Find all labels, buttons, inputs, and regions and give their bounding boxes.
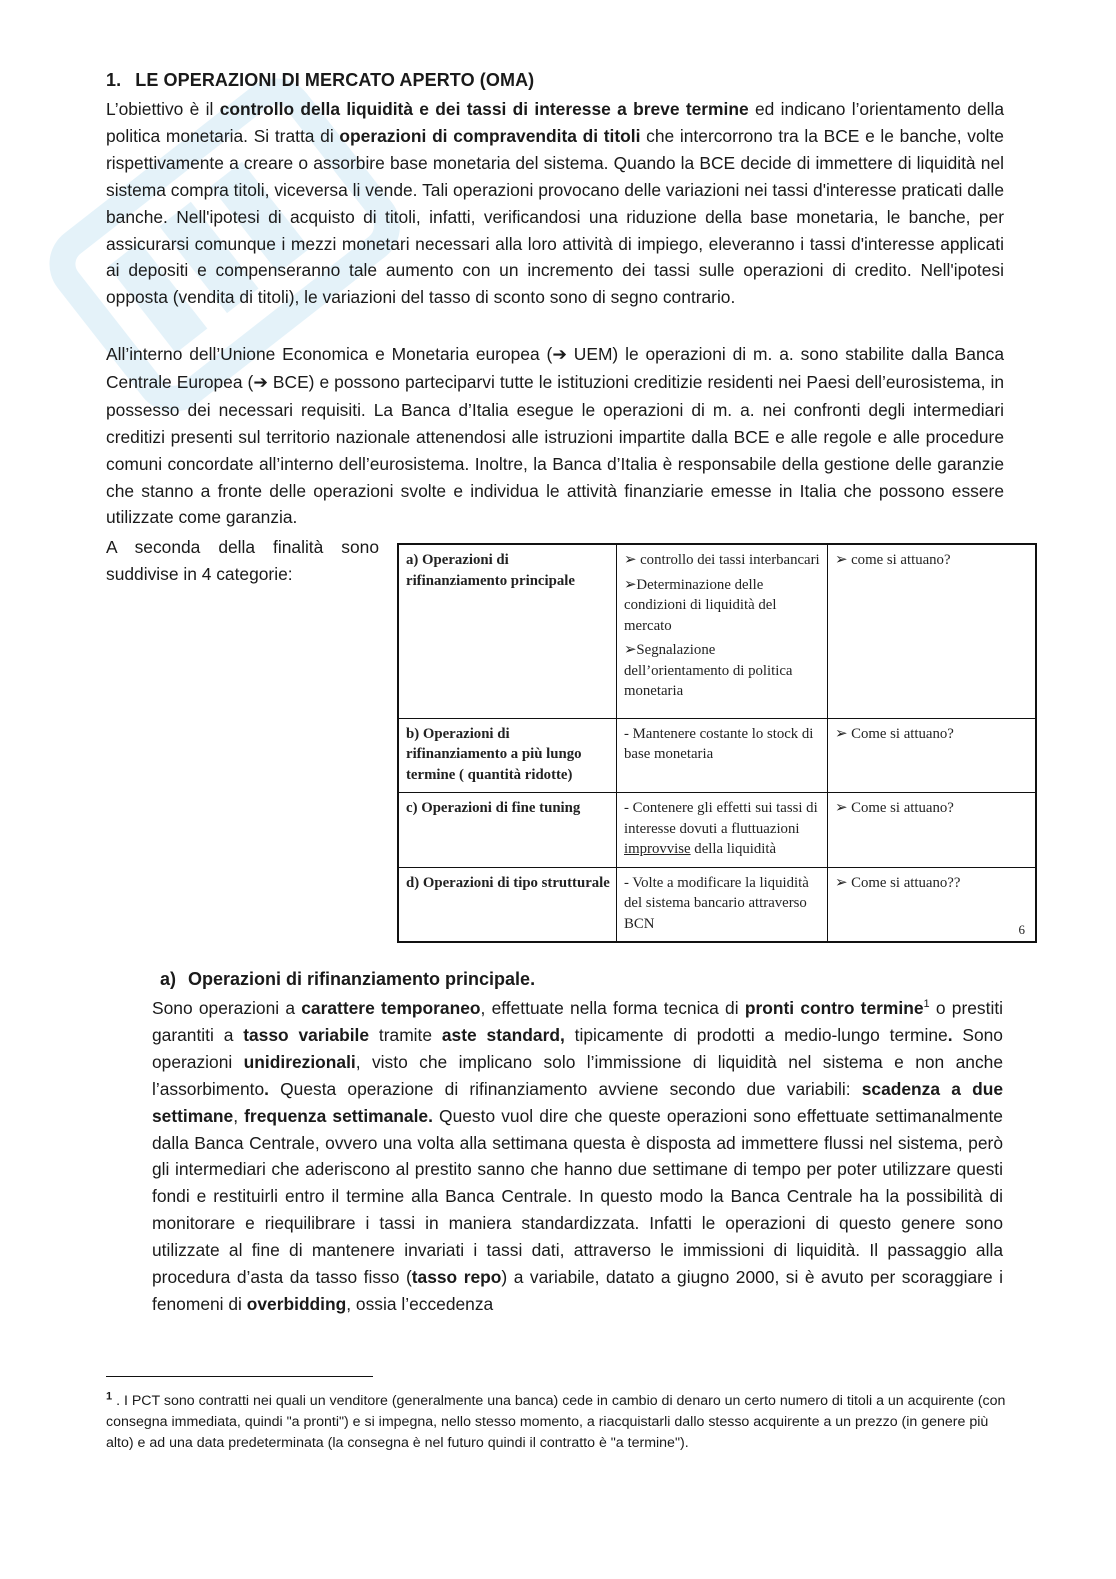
- subsection-label: a): [160, 969, 177, 989]
- paragraph-main-refinancing: Sono operazioni a carattere temporaneo, effettuate nella forma tecnica di pronti contro termine$^1$ o prestiti garantiti a tasso variabile tramite aste standard, tipicamente di prodotti a medio-lungo termine. Sono operazioni unidirezionali, visto che implicano solo l’immissione di liquidità nel sistema e non anche l’assorbimento. Questa operazione di rifinanziamento avviene secondo due variabili: scadenza a due settimane, frequenza settimanale. Questo vuol dire che queste operazioni sono effettuate settimanalmente dalla Banca Centrale, ovvero una volta alla settimana questa è disposta ad immettere flussi nel sistema, però gli intermediari che aderiscono al prestito sanno che hanno due settimane di tempo per poter utilizzare questi fondi e restituirli entro il termine alla Banca Centrale. In questo modo la Banca Centrale ha la possibilità di monitorare e riequilibrare i tassi in maniera standardizzata. Infatti le operazioni di questo genere sono utilizzate al fine di mantenere invariati i tassi dati, attraverso le immissioni di liquidità. Il passaggio alla procedura d’asta da tasso fisso (tasso repo) a variabile, datato a giugno 2000, si è avuto per scoraggiare i fenomeni di overbidding, ossia l’eccedenza: [152, 998, 1004, 1314]
- subsection-heading: [160, 969, 535, 990]
- table-row: [398, 793, 1036, 867]
- section-number: 1.: [106, 70, 122, 90]
- table-cell-question: ➢ Come si attuano?? 6: [828, 867, 1037, 942]
- table-cell-question: ➢ Come si attuano?: [828, 793, 1037, 867]
- paragraph-categories-intro: A seconda della finalità sono suddivise in 4 categorie:: [106, 537, 379, 584]
- section-title: LE OPERAZIONI DI MERCATO APERTO (OMA): [135, 70, 535, 90]
- slide-page-number: 6: [1018, 921, 1025, 937]
- subsection-title: Operazioni di rifinanziamento principale.: [188, 969, 536, 989]
- footnote-separator: [106, 1376, 373, 1377]
- table-cell-question: ➢ come si attuano?: [828, 544, 1037, 718]
- arrow-icon: ➔: [552, 345, 567, 365]
- footnote-text: . I PCT sono contratti nei quali un venditore (generalmente una banca) cede in cambio di denaro un certo numero di titoli a un acquirente (con consegna immediata, quindi "a pronti") e si impegna, nello stesso momento, a riacquistarli dallo stesso acquirente a un prezzo (in genere più alto) e ad una data predeterminata (la consegna è nel futuro quindi il contratto è "a termine").: [106, 1393, 1006, 1451]
- footnote-number: 1: [106, 1390, 113, 1403]
- footnote: [106, 1391, 1006, 1454]
- section-heading: [106, 70, 534, 91]
- paragraph-uem: All’interno dell’Unione Economica e Monetaria europea (➔ UEM) le operazioni di m. a. sono stabilite dalla Banca Centrale Europea (➔ BCE) e possono parteciparvi tutte le istituzioni creditizie residenti nei Paesi dell’eurosistema, in possesso dei necessari requisiti. La Banca d’Italia esegue le operazioni di m. a. nei confronti degli intermediari creditizi presenti sul territorio nazionale attenendosi alle istruzioni impartite dalla BCE e alle regole e alle procedure comuni concordate all’interno dell’eurosistema. Inoltre, la Banca d’Italia è responsabile della gestione delle garanzie che stanno a fronte delle operazioni svolte e individua le attività finanziarie emesse in Italia che possono essere utilizzate come garanzia.: [106, 344, 1004, 528]
- table-cell-name: b) Operazioni di rifinanziamento a più lungo termine ( quantità ridotte): [398, 718, 617, 792]
- table-row: [398, 718, 1036, 792]
- footnote-reference[interactable]: 1: [923, 998, 930, 1011]
- table-cell-aims: ➢ controllo dei tassi interbancari ➢Determinazione delle condizioni di liquidità del mercato ➢Segnalazione dell’orientamento di politica monetaria: [617, 544, 828, 718]
- table-cell-question: ➢ Come si attuano?: [828, 718, 1037, 792]
- table-cell-aims: - Volte a modificare la liquidità del sistema bancario attraverso BCN: [617, 867, 828, 942]
- paragraph-objective: L’obiettivo è il controllo della liquidità e dei tassi di interesse a breve termine ed indicano l’orientamento della politica monetaria. Si tratta di operazioni di compravendita di titoli che intercorrono tra la BCE e le banche, volte rispettivamente a creare o assorbire base monetaria del sistema. Quando la BCE decide di immettere di liquidità nel sistema compra titoli, viceversa li vende. Tali operazioni provocano delle variazioni nei tassi d'interesse praticati dalle banche. Nell'ipotesi di acquisto di titoli, infatti, verificandosi una riduzione della base monetaria, le banche, per assicurarsi comunque i mezzi monetari necessari alla loro attività di impiego, eleveranno i tassi d'interesse applicati ai depositi e compenseranno tale aumento con un incremento dei tassi sulle operazioni di credito. Nell'ipotesi opposta (vendita di titoli), le variazioni del tasso di sconto sono di segno contrario.: [106, 99, 1004, 308]
- table-row: [398, 544, 1036, 718]
- table-row: [398, 867, 1036, 942]
- operations-categories-table: [397, 543, 1037, 943]
- table-cell-name: c) Operazioni di fine tuning: [398, 793, 617, 867]
- table-cell-name: a) Operazioni di rifinanziamento principale: [398, 544, 617, 718]
- arrow-icon: ➔: [253, 372, 268, 393]
- table-cell-name: d) Operazioni di tipo strutturale: [398, 867, 617, 942]
- table-cell-aims: - Contenere gli effetti sui tassi di interesse dovuti a fluttuazioni improvvise della liquidità: [617, 793, 828, 867]
- table-cell-aims: - Mantenere costante lo stock di base monetaria: [617, 718, 828, 792]
